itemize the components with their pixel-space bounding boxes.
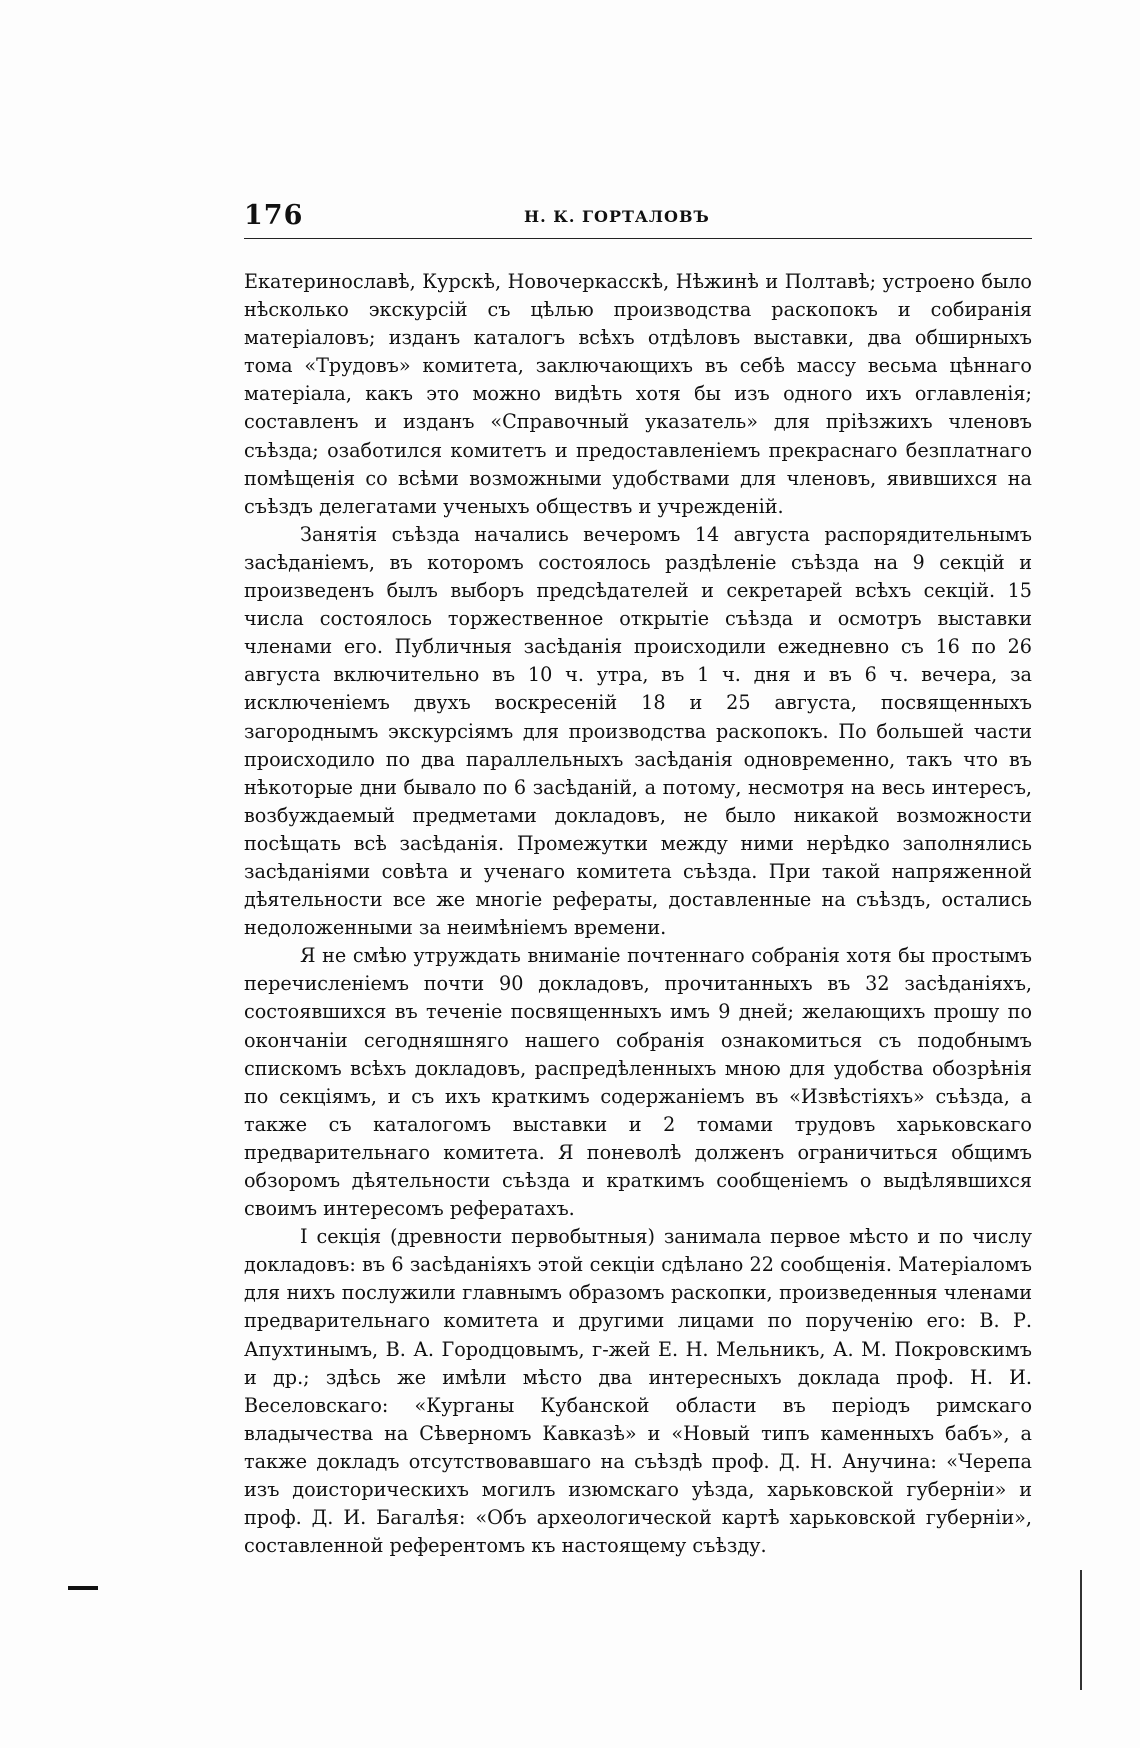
page-edge-line: [1080, 1570, 1082, 1690]
margin-dash-mark: [68, 1586, 98, 1590]
paragraph: Занятія съѣзда начались вечеромъ 14 августа распорядительнымъ засѣданіемъ, въ которомъ состоялось раздѣленіе съѣзда на 9 секцій и произведенъ былъ выборъ предсѣдателей и секретарей всѣхъ секцій. 15 числа состоялось торжественное открытіе съѣзда и осмотръ выставки членами его. Публичныя засѣданія происходили ежедневно съ 16 по 26 августа включительно въ 10 ч. утра, въ 1 ч. дня и въ 6 ч. вечера, за исключеніемъ двухъ воскресеній 18 и 25 августа, посвященныхъ загороднымъ экскурсіямъ для производства раскопокъ. По большей части происходило по два параллельныхъ засѣданія одновременно, такъ что въ нѣкоторые дни бывало по 6 засѣданій, а потому, несмотря на весь интересъ, возбуждаемый предметами докладовъ, не было никакой возможности посѣщать всѣ засѣданія. Промежутки между ними нерѣдко заполнялись засѣданіями совѣта и ученаго комитета съѣзда. При такой напряженной дѣятельности все же многіе рефераты, доставленные на съѣздъ, остались недоложенными за неимѣніемъ времени.: [244, 522, 1032, 940]
paragraph: Я не смѣю утруждать вниманіе почтеннаго собранія хотя бы простымъ перечисленіемъ почти 90 докладовъ, прочитанныхъ въ 32 засѣданіяхъ, состоявшихся въ теченіе посвященныхъ имъ 9 дней; желающихъ прошу по окончаніи сегодняшняго нашего собранія ознакомиться съ подобнымъ спискомъ всѣхъ докладовъ, распредѣленныхъ мною для удобства обозрѣнія по секціямъ, и съ ихъ краткимъ содержаніемъ въ «Извѣстіяхъ» съѣзда, а также съ каталогомъ выставки и 2 томами трудовъ харьковскаго предварительнаго комитета. Я поневолѣ долженъ ограничиться общимъ обзоромъ дѣятельности съѣзда и краткимъ сообщеніемъ о выдѣлявшихся своимъ интересомъ рефератахъ.: [244, 944, 1032, 1221]
body-text: [244, 268, 1032, 1560]
page-header: [244, 200, 1032, 230]
paragraph: Екатеринославѣ, Курскѣ, Новочеркасскѣ, Нѣжинѣ и Полтавѣ; устроено было нѣсколько экскурсій съ цѣлью производства раскопокъ и собиранія матеріаловъ; изданъ каталогъ всѣхъ отдѣловъ выставки, два обширныхъ тома «Трудовъ» комитета, заключающихъ въ себѣ массу весьма цѣннаго матеріала, какъ это можно видѣть хотя бы изъ одного ихъ оглавленія; составленъ и изданъ «Справочный указатель» для пріѣзжихъ членовъ съѣзда; озаботился комитетъ и предоставленіемъ прекраснаго безплатнаго помѣщенія со всѣми возможными удобствами для членовъ, явившихся на съѣздъ делегатами ученыхъ обществъ и учрежденій.: [244, 270, 1032, 518]
running-title: Н. К. ГОРТАЛОВЪ: [524, 207, 710, 226]
paragraph: I секція (древности первобытныя) занимала первое мѣсто и по числу докладовъ: въ 6 засѣданіяхъ этой секціи сдѣлано 22 сообщенія. Матеріаломъ для нихъ послужили главнымъ образомъ раскопки, произведенныя членами предварительнаго комитета и другими лицами по порученію его: В. Р. Апухтинымъ, В. А. Городцовымъ, г-жей Е. Н. Мельникъ, А. М. Покровскимъ и др.; здѣсь же имѣли мѣсто два интересныхъ доклада проф. Н. И. Веселовскаго: «Курганы Кубанской области въ періодъ римскаго владычества на Сѣверномъ Кавказѣ» и «Новый типъ каменныхъ бабъ», а также докладъ отсутствовавшаго на съѣздѣ проф. Д. Н. Анучина: «Черепа изъ доисторическихъ могилъ изюмскаго уѣзда, харьковской губерніи» и проф. Д. И. Багалѣя: «Объ археологической картѣ харьковской губерніи», составленной референтомъ къ настоящему съѣзду.: [244, 1225, 1032, 1558]
page-number: 176: [244, 200, 304, 231]
header-rule: [244, 238, 1032, 239]
